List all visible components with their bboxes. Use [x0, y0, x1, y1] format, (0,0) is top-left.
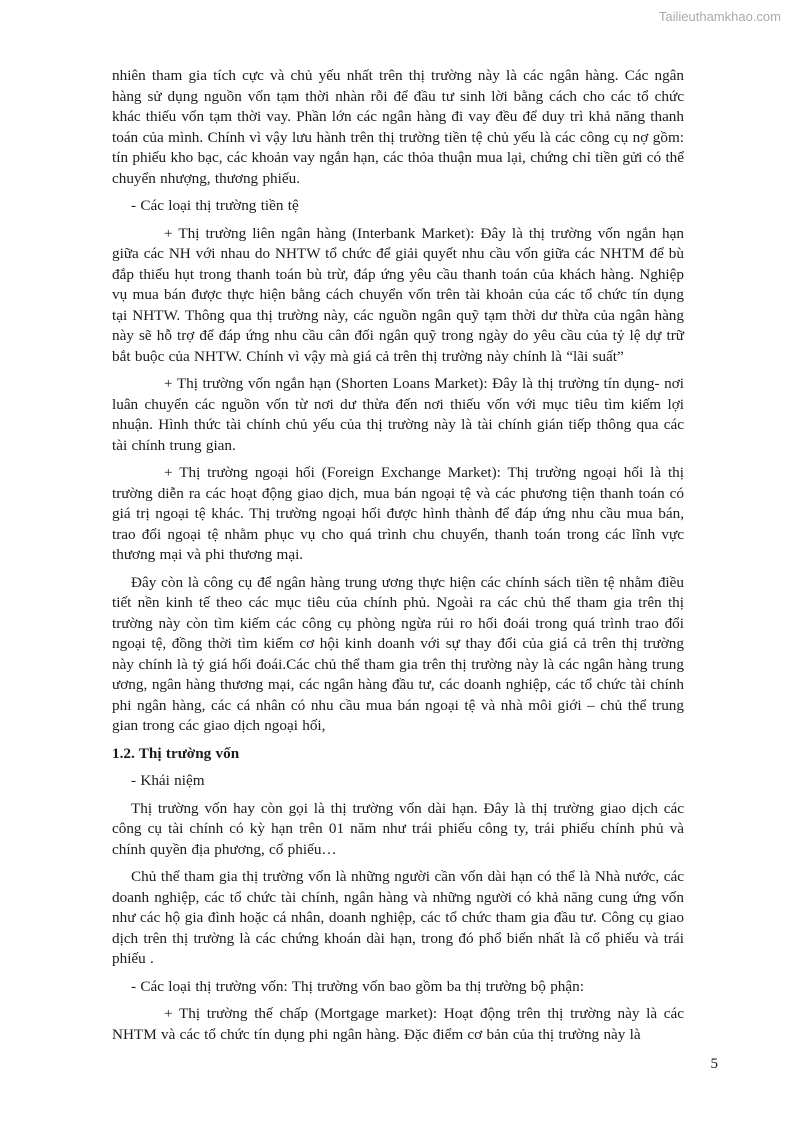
paragraph-continuation: nhiên tham gia tích cực và chủ yếu nhất trên thị trường này là các ngân hàng. Các ngân hàng sử dụng nguồn vốn tạm thời nhàn rỗi để đầu tư sinh lời bằng cách cho các tổ chức khác thiếu vốn tạm thời vay. Phần lớn các ngân hàng đi vay đều để duy trì khả năng thanh toán của mình. Chính vì vậy lưu hành trên thị trường tiền tệ chủ yếu là các công cụ nợ gồm: tín phiếu kho bạc, các khoản vay ngắn hạn, các thỏa thuận mua lại, chứng chỉ tiền gửi có thể chuyển nhượng, thương phiếu. [112, 67, 684, 187]
paragraph-capital-market-participants: Chủ thể tham gia thị trường vốn là những người cần vốn dài hạn có thể là Nhà nước, các doanh nghiệp, các tổ chức tài chính, ngân hàng và những người có khả năng cung ứng vốn như các hộ gia đình hoặc cá nhân, doanh nghiệp, các tổ chức tham gia đầu tư. Công cụ giao dịch trên thị trường là các chứng khoán dài hạn, trong đó phổ biến nhất là cổ phiếu và trái phiếu . [112, 868, 684, 967]
paragraph-central-bank-policy: Đây còn là công cụ để ngân hàng trung ương thực hiện các chính sách tiền tệ nhằm điều tiết nền kinh tế theo các mục tiêu của chính phủ. Ngoài ra các chủ thể tham gia trên thị trường này còn tìm kiếm các công cụ phòng ngừa rủi ro hối đoái trong quá trình trao đổi ngoại tệ, đồng thời tìm kiếm cơ hội kinh doanh với sự thay đổi của giá cả trên thị trường này chính là tỷ giá hối đoái.Các chủ thể tham gia trên thị trường này là các ngân hàng trung ương, ngân hàng thương mại, các ngân hàng đầu tư, các doanh nghiệp, các tổ chức tài chính phi ngân hàng, các cá nhân có nhu cầu mua bán ngoại tệ và nhà môi giới – chủ thể trung gian trong các giao dịch ngoại hối, [112, 573, 684, 734]
paragraph-capital-market-definition: Thị trường vốn hay còn gọi là thị trường vốn dài hạn. Đây là thị trường giao dịch các công cụ tài chính có kỳ hạn trên 01 năm như trái phiếu công ty, trái phiếu chính phủ và chính quyền địa phương, cổ phiếu… [112, 799, 684, 858]
page-number: 5 [710, 1056, 718, 1072]
paragraph-shorten-loans-market: + Thị trường vốn ngắn hạn (Shorten Loans Market): Đây là thị trường tín dụng- nơi luân chuyển các nguồn vốn từ nơi dư thừa đến nơi thiếu vốn với mục tiêu tìm kiếm lợi nhuận. Hình thức tài chính chủ yếu của thị trường này là tài chính gián tiếp thông qua các tài chính trung gian. [112, 375, 684, 454]
paragraph-foreign-exchange-market: + Thị trường ngoại hối (Foreign Exchange Market): Thị trường ngoại hối là thị trường diễn ra các hoạt động giao dịch, mua bán ngoại tệ và các phương tiện thanh toán có giá trị ngoại tệ khác. Thị trường ngoại hối được hình thành để đáp ứng nhu cầu mua bán, trao đổi ngoại tệ nhằm phục vụ cho quá trình chu chuyển, thanh toán trong các lĩnh vực thương mại và phi thương mại. [112, 464, 684, 563]
list-item-dash-definition: - Khái niệm [131, 772, 205, 789]
watermark-text: Tailieuthamkhao.com [658, 9, 781, 24]
section-heading-1-2: 1.2. Thị trường vốn [112, 744, 240, 762]
document-content [112, 66, 684, 1052]
paragraph-mortgage-market: + Thị trường thế chấp (Mortgage market): Hoạt động trên thị trường này là các NHTM và các tổ chức tín dụng phi ngân hàng. Đặc điểm cơ bản của thị trường này là [112, 1005, 684, 1043]
list-item-dash-capital-market-types: - Các loại thị trường vốn: Thị trường vốn bao gồm ba thị trường bộ phận: [131, 977, 584, 995]
list-item-dash-money-market-types: - Các loại thị trường tiền tệ [131, 197, 299, 214]
paragraph-interbank-market: + Thị trường liên ngân hàng (Interbank Market): Đây là thị trường vốn ngắn hạn giữa các NH với nhau do NHTW tổ chức để giải quyết nhu cầu vốn giữa các NHTM để bù đắp thiếu hụt trong thanh toán bù trừ, đáp ứng yêu cầu thanh toán của khách hàng. Nghiệp vụ mua bán được thực hiện bằng cách chuyển vốn trên tài khoản của các tổ chức tín dụng tại NHTW. Thông qua thị trường này, các nguồn ngân quỹ tạm thời dư thừa của ngân hàng này sẽ hỗ trợ để đáp ứng nhu cầu cân đối ngân quỹ trong ngày do yêu cầu của tỷ lệ dự trữ bắt buộc của NHTW. Chính vì vậy mà giá cả trên thị trường này chính là “lãi suất” [112, 224, 684, 365]
